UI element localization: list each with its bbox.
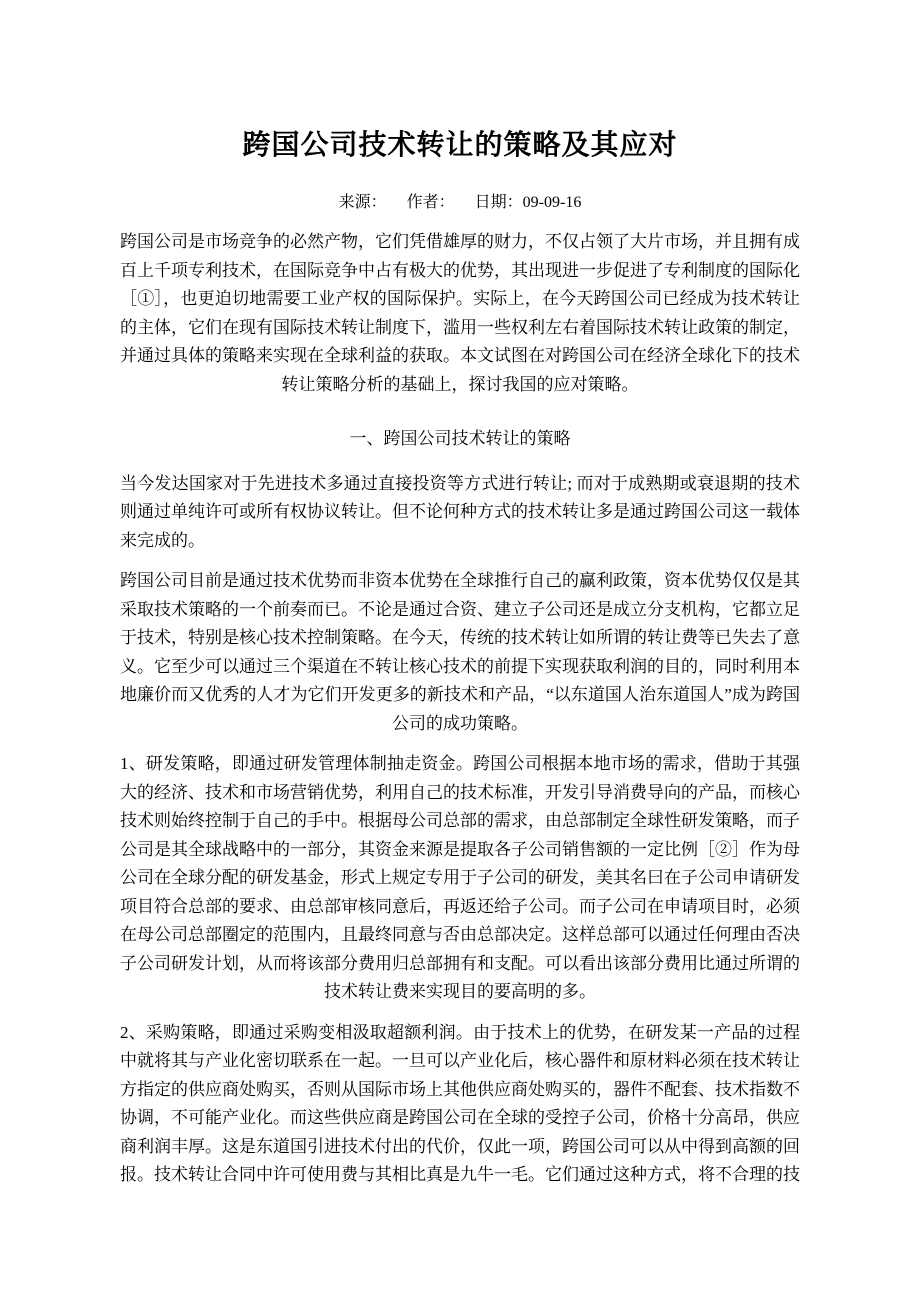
document-title: 跨国公司技术转让的策略及其应对 xyxy=(242,130,678,161)
intro-paragraph: 跨国公司是市场竞争的必然产物，它们凭借雄厚的财力，不仅占领了大片市场，并且拥有成百上千项专利技术，在国际竞争中占有极大的优势，其出现进一步促进了专利制度的国际化［①］，也更迫切地需要工业产权的国际保护。实际上，在今天跨国公司已经成为技术转让的主体，它们在现有国际技术转让制度下，滥用一些权利左右着国际技术转让政策的制定，并通过具体的策略来实现在全球利益的获取。本文试图在对跨国公司在经济全球化下的技术转让策略分析的基础上，探讨我国的应对策略。 xyxy=(120,232,800,394)
meta-source-label: 来源： xyxy=(338,194,387,211)
meta-author-label: 作者： xyxy=(406,194,455,211)
paragraph-rd-strategy: 1、研发策略，即通过研发管理体制抽走资金。跨国公司根据本地市场的需求，借助于其强大的经济、技术和市场营销优势，利用自己的技术标准，开发引导消费导向的产品，而核心技术则始终控制于自己的手中。根据母公司总部的需求，由总部制定全球性研发策略，而子公司是其全球战略中的一部分，其资金来源是提取各子公司销售额的一定比例［②］作为母公司在全球分配的研发基金，形式上规定专用于子公司的研发，美其名曰在子公司申请研发项目符合总部的要求、由总部审核同意后，再返还给子公司。而子公司在申请项目时，必须在母公司总部圈定的范围内，且最终同意与否由总部决定。这样总部可以通过任何理由否决子公司研发计划，从而将该部分费用归总部拥有和支配。可以看出该部分费用比通过所谓的技术转让费来实现目的要高明的多。 xyxy=(120,754,800,1001)
meta-date-label: 日期：09-09-16 xyxy=(474,194,582,211)
paragraph-procurement-strategy: 2、采购策略，即通过采购变相汲取超额利润。由于技术上的优势，在研发某一产品的过程中就将其与产业化密切联系在一起。一旦可以产业化后，核心器件和原材料必须在技术转让方指定的供应商处购买，否则从国际市场上其他供应商处购买的，器件不配套、技术指数不协调，不可能产业化。而这些供应商是跨国公司在全球的受控子公司，价格十分高昂，供应商利润丰厚。这是东道国引进技术付出的代价，仅此一项，跨国公司可以从中得到高额的回报。技术转让合同中许可使用费与其相比真是九牛一毛。它们通过这种方式，将不合理的技 xyxy=(120,1022,800,1184)
paragraph-tech-advantage: 跨国公司目前是通过技术优势而非资本优势在全球推行自己的赢利政策，资本优势仅仅是其采取技术策略的一个前奏而已。不论是通过合资、建立子公司还是成立分支机构，它都立足于技术，特别是核心技术控制策略。在今天，传统的技术转让如所谓的转让费等已失去了意义。它至少可以通过三个渠道在不转让核心技术的前提下实现获取利润的目的，同时利用本地廉价而又优秀的人才为它们开发更多的新技术和产品，“以东道国人治东道国人”成为跨国公司的成功策略。 xyxy=(120,571,800,733)
meta-line xyxy=(120,192,800,214)
paragraph-transfer-modes: 当今发达国家对于先进技术多通过直接投资等方式进行转让; 而对于成熟期或衰退期的技术则通过单纯许可或所有权协议转让。但不论何种方式的技术转让多是通过跨国公司这一载体来完成的。 xyxy=(120,473,800,550)
section1-heading: 一、跨国公司技术转让的策略 xyxy=(349,429,571,448)
